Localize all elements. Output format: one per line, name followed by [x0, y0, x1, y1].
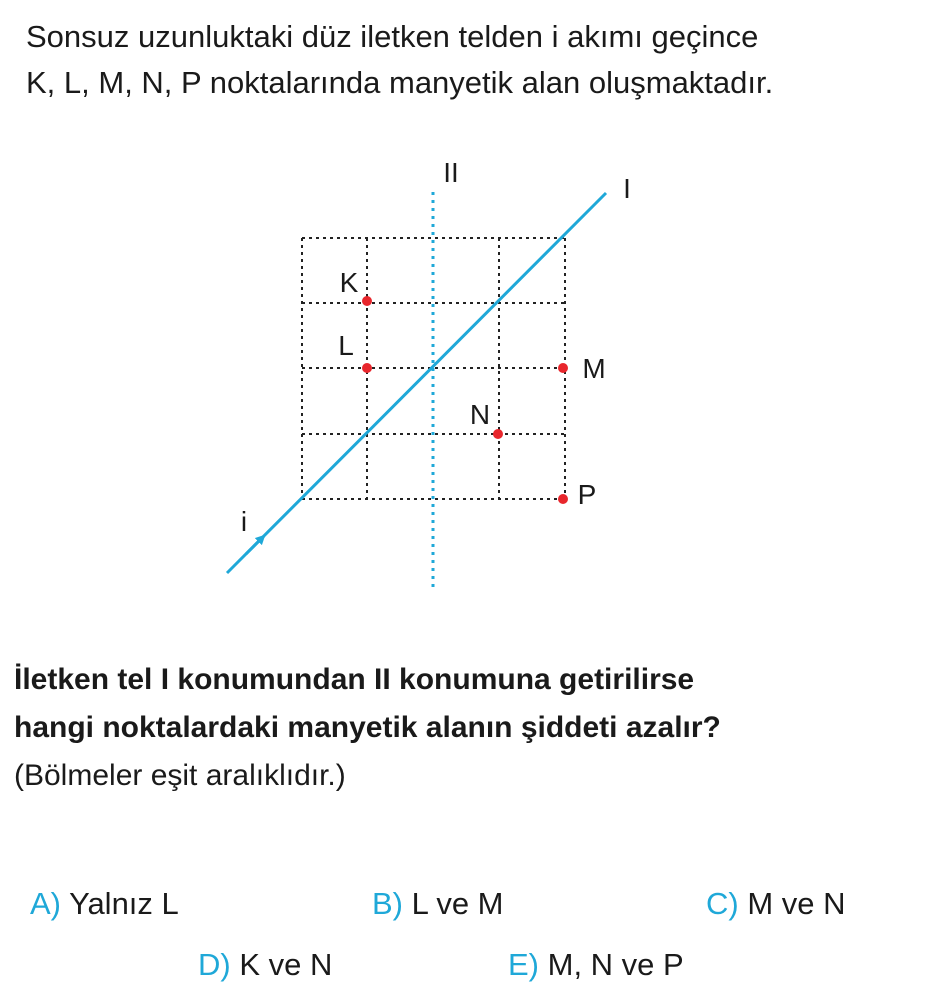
wire-I — [227, 193, 606, 573]
option-e[interactable] — [508, 947, 684, 983]
option-e-text: M, N ve P — [547, 947, 684, 982]
option-a-text: Yalnız L — [69, 886, 179, 921]
current-arrow — [246, 536, 264, 554]
option-d-letter: D) — [198, 947, 231, 982]
option-e-letter: E) — [508, 947, 539, 982]
point-K-label: K — [339, 267, 359, 298]
intro-line-2: K, L, M, N, P noktalarında manyetik alan oluşmaktadır. — [26, 65, 774, 100]
point-P — [558, 494, 568, 504]
option-c[interactable] — [706, 886, 846, 922]
point-M — [558, 363, 568, 373]
option-c-letter: C) — [706, 886, 739, 921]
option-d-text: K ve N — [239, 947, 333, 982]
point-N-label: N — [469, 399, 491, 430]
option-c-text: M ve N — [747, 886, 846, 921]
wire-I-label: I — [623, 173, 631, 204]
option-b-text: L ve M — [411, 886, 504, 921]
option-d[interactable] — [198, 947, 332, 983]
question-note: (Bölmeler eşit aralıklıdır.) — [14, 759, 346, 792]
question-text — [14, 656, 914, 800]
point-N — [493, 429, 503, 439]
option-a[interactable] — [30, 886, 179, 922]
intro-line-1: Sonsuz uzunluktaki düz iletken telden i akımı geçince — [26, 19, 759, 54]
point-L — [362, 363, 372, 373]
current-label: i — [240, 506, 248, 537]
option-b-letter: B) — [372, 886, 403, 921]
option-a-letter: A) — [30, 886, 61, 921]
wire-II-label: II — [443, 157, 459, 188]
question-line-2: hangi noktalardaki manyetik alanın şiddeti azalır? — [14, 711, 721, 744]
point-L-label: L — [338, 330, 354, 361]
question-line-1: İletken tel I konumundan II konumuna getirilirse — [14, 663, 695, 696]
point-P-label: P — [577, 479, 597, 510]
point-M-label: M — [582, 353, 606, 384]
option-b[interactable] — [372, 886, 504, 922]
point-K — [362, 296, 372, 306]
